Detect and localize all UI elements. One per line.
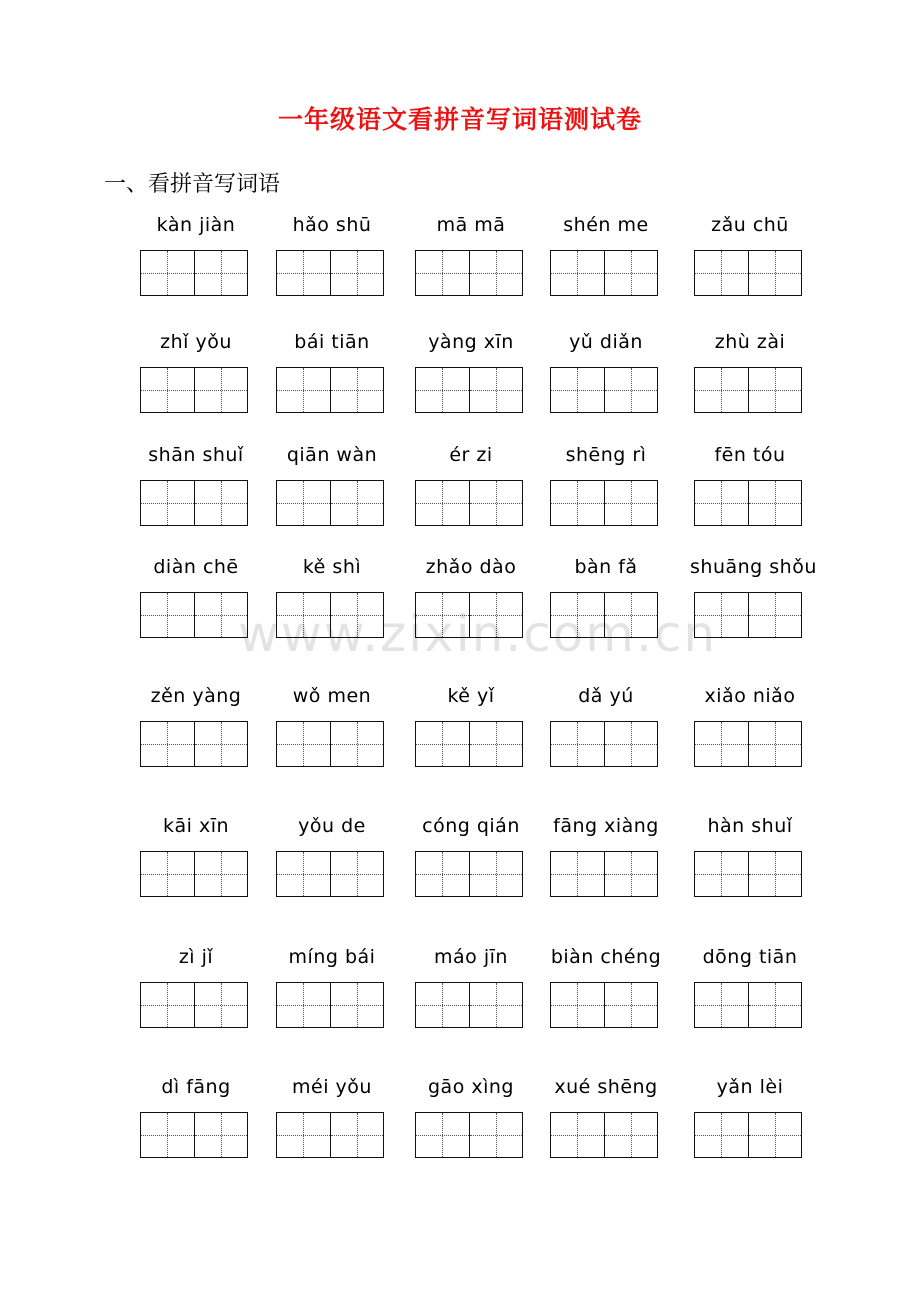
pinyin-label: zì jǐ [178, 946, 214, 968]
writing-cell[interactable] [141, 983, 194, 1027]
writing-cell[interactable] [604, 593, 658, 637]
pinyin-label: dǎ yú [578, 685, 634, 707]
writing-cell[interactable] [695, 722, 748, 766]
tianzige-grid[interactable] [276, 851, 384, 897]
writing-cell[interactable] [277, 368, 330, 412]
tianzige-grid[interactable] [140, 250, 248, 296]
writing-cell[interactable] [604, 481, 658, 525]
writing-cell[interactable] [330, 593, 384, 637]
writing-cell[interactable] [194, 722, 248, 766]
writing-cell[interactable] [748, 983, 802, 1027]
page-title: 一年级语文看拼音写词语测试卷 [277, 105, 642, 134]
pinyin-label: méi yǒu [292, 1076, 372, 1098]
tianzige-grid[interactable] [276, 367, 384, 413]
writing-cell[interactable] [141, 368, 194, 412]
pinyin-label: zhù zài [714, 331, 786, 353]
writing-cell[interactable] [141, 593, 194, 637]
tianzige-grid[interactable] [694, 721, 802, 767]
writing-cell[interactable] [277, 983, 330, 1027]
writing-cell[interactable] [416, 983, 469, 1027]
tianzige-grid[interactable] [415, 721, 523, 767]
writing-cell[interactable] [748, 722, 802, 766]
writing-cell[interactable] [748, 481, 802, 525]
writing-cell[interactable] [469, 593, 523, 637]
pinyin-label: bàn fǎ [574, 556, 638, 578]
writing-cell[interactable] [416, 368, 469, 412]
word-row [0, 946, 920, 1046]
writing-cell[interactable] [748, 251, 802, 295]
writing-cell[interactable] [604, 1113, 658, 1157]
word-row [0, 214, 920, 314]
pinyin-label: shuāng shǒu [690, 556, 817, 578]
pinyin-label: zhǐ yǒu [160, 331, 232, 353]
writing-cell[interactable] [194, 1113, 248, 1157]
pinyin-label: yàng xīn [428, 331, 514, 353]
tianzige-grid[interactable] [694, 367, 802, 413]
writing-cell[interactable] [330, 983, 384, 1027]
pinyin-label: yǔ diǎn [569, 331, 643, 353]
tianzige-grid[interactable] [415, 851, 523, 897]
pinyin-label: dōng tiān [702, 946, 798, 968]
writing-cell[interactable] [604, 722, 658, 766]
tianzige-grid[interactable] [276, 982, 384, 1028]
section-heading: 一、看拼音写词语 [104, 172, 281, 197]
pinyin-label: diàn chē [153, 556, 239, 578]
pinyin-label: cóng qián [422, 815, 520, 837]
word-row [0, 444, 920, 544]
pinyin-label: yǒu de [298, 815, 366, 837]
tianzige-grid[interactable] [140, 1112, 248, 1158]
writing-cell[interactable] [469, 1113, 523, 1157]
writing-cell[interactable] [141, 251, 194, 295]
writing-cell[interactable] [277, 481, 330, 525]
writing-cell[interactable] [194, 983, 248, 1027]
writing-cell[interactable] [416, 852, 469, 896]
pinyin-label: gāo xìng [428, 1076, 514, 1098]
pinyin-label: fāng xiàng [553, 815, 659, 837]
pinyin-label: shén me [563, 214, 649, 236]
writing-cell[interactable] [469, 368, 523, 412]
tianzige-grid[interactable] [140, 367, 248, 413]
writing-cell[interactable] [469, 251, 523, 295]
pinyin-label: biàn chéng [550, 946, 662, 968]
writing-cell[interactable] [277, 852, 330, 896]
writing-cell[interactable] [330, 481, 384, 525]
writing-cell[interactable] [194, 593, 248, 637]
pinyin-label: kàn jiàn [156, 214, 236, 236]
tianzige-grid[interactable] [694, 982, 802, 1028]
pinyin-label: ér zi [449, 444, 493, 466]
writing-cell[interactable] [194, 481, 248, 525]
writing-cell[interactable] [194, 368, 248, 412]
writing-cell[interactable] [695, 983, 748, 1027]
tianzige-grid[interactable] [140, 851, 248, 897]
word-row [0, 815, 920, 915]
pinyin-label: yǎn lèi [716, 1076, 784, 1098]
writing-cell[interactable] [695, 593, 748, 637]
tianzige-grid[interactable] [550, 982, 658, 1028]
writing-cell[interactable] [277, 593, 330, 637]
writing-cell[interactable] [141, 722, 194, 766]
tianzige-grid[interactable] [694, 250, 802, 296]
writing-cell[interactable] [277, 251, 330, 295]
pinyin-label: bái tiān [294, 331, 370, 353]
writing-cell[interactable] [695, 251, 748, 295]
tianzige-grid[interactable] [694, 1112, 802, 1158]
writing-cell[interactable] [551, 852, 604, 896]
pinyin-label: míng bái [288, 946, 376, 968]
pinyin-label: shān shuǐ [148, 444, 244, 466]
writing-cell[interactable] [416, 481, 469, 525]
writing-cell[interactable] [416, 593, 469, 637]
writing-cell[interactable] [551, 481, 604, 525]
pinyin-label: wǒ men [292, 685, 372, 707]
tianzige-grid[interactable] [694, 851, 802, 897]
tianzige-grid[interactable] [140, 592, 248, 638]
tianzige-grid[interactable] [550, 250, 658, 296]
pinyin-label: kě yǐ [447, 685, 495, 707]
tianzige-grid[interactable] [276, 480, 384, 526]
writing-cell[interactable] [416, 251, 469, 295]
writing-cell[interactable] [604, 251, 658, 295]
tianzige-grid[interactable] [140, 480, 248, 526]
tianzige-grid[interactable] [694, 592, 802, 638]
word-row [0, 331, 920, 431]
writing-cell[interactable] [748, 852, 802, 896]
pinyin-label: qiān wàn [286, 444, 378, 466]
pinyin-label: mā mā [436, 214, 506, 236]
pinyin-label: xiǎo niǎo [704, 685, 796, 707]
tianzige-grid[interactable] [276, 721, 384, 767]
writing-cell[interactable] [330, 1113, 384, 1157]
writing-cell[interactable] [277, 722, 330, 766]
writing-cell[interactable] [141, 1113, 194, 1157]
pinyin-label: zhǎo dào [425, 556, 517, 578]
writing-cell[interactable] [695, 852, 748, 896]
writing-cell[interactable] [551, 1113, 604, 1157]
writing-cell[interactable] [416, 1113, 469, 1157]
writing-cell[interactable] [748, 1113, 802, 1157]
writing-cell[interactable] [141, 852, 194, 896]
writing-cell[interactable] [748, 593, 802, 637]
pinyin-label: shēng rì [565, 444, 647, 466]
tianzige-grid[interactable] [140, 721, 248, 767]
writing-cell[interactable] [695, 368, 748, 412]
tianzige-grid[interactable] [140, 982, 248, 1028]
writing-cell[interactable] [469, 481, 523, 525]
tianzige-grid[interactable] [276, 592, 384, 638]
writing-cell[interactable] [748, 368, 802, 412]
word-row [0, 685, 920, 785]
writing-cell[interactable] [469, 852, 523, 896]
tianzige-grid[interactable] [550, 592, 658, 638]
writing-cell[interactable] [469, 983, 523, 1027]
writing-cell[interactable] [551, 251, 604, 295]
watermark: www.zixin.com.cn [238, 605, 718, 663]
tianzige-grid[interactable] [694, 480, 802, 526]
pinyin-label: kě shì [302, 556, 362, 578]
tianzige-grid[interactable] [276, 250, 384, 296]
tianzige-grid[interactable] [415, 592, 523, 638]
writing-cell[interactable] [194, 251, 248, 295]
writing-cell[interactable] [604, 983, 658, 1027]
word-row [0, 1076, 920, 1176]
writing-cell[interactable] [604, 368, 658, 412]
writing-cell[interactable] [551, 983, 604, 1027]
writing-cell[interactable] [551, 722, 604, 766]
pinyin-label: hǎo shū [292, 214, 372, 236]
writing-cell[interactable] [695, 1113, 748, 1157]
tianzige-grid[interactable] [550, 1112, 658, 1158]
pinyin-label: dì fāng [161, 1076, 231, 1098]
tianzige-grid[interactable] [550, 851, 658, 897]
pinyin-label: máo jīn [434, 946, 508, 968]
writing-cell[interactable] [330, 251, 384, 295]
writing-cell[interactable] [604, 852, 658, 896]
tianzige-grid[interactable] [415, 367, 523, 413]
tianzige-grid[interactable] [550, 721, 658, 767]
tianzige-grid[interactable] [415, 982, 523, 1028]
writing-cell[interactable] [551, 593, 604, 637]
writing-cell[interactable] [695, 481, 748, 525]
writing-cell[interactable] [330, 722, 384, 766]
writing-cell[interactable] [141, 481, 194, 525]
pinyin-label: zǎu chū [711, 214, 789, 236]
pinyin-label: zěn yàng [150, 685, 242, 707]
pinyin-label: hàn shuǐ [707, 815, 793, 837]
writing-cell[interactable] [330, 852, 384, 896]
pinyin-label: xué shēng [554, 1076, 658, 1098]
writing-cell[interactable] [469, 722, 523, 766]
tianzige-grid[interactable] [276, 1112, 384, 1158]
tianzige-grid[interactable] [415, 250, 523, 296]
writing-cell[interactable] [416, 722, 469, 766]
word-row [0, 556, 920, 656]
tianzige-grid[interactable] [550, 367, 658, 413]
writing-cell[interactable] [277, 1113, 330, 1157]
tianzige-grid[interactable] [415, 480, 523, 526]
tianzige-grid[interactable] [415, 1112, 523, 1158]
pinyin-label: kāi xīn [162, 815, 230, 837]
tianzige-grid[interactable] [550, 480, 658, 526]
writing-cell[interactable] [194, 852, 248, 896]
writing-cell[interactable] [551, 368, 604, 412]
pinyin-label: fēn tóu [714, 444, 786, 466]
writing-cell[interactable] [330, 368, 384, 412]
